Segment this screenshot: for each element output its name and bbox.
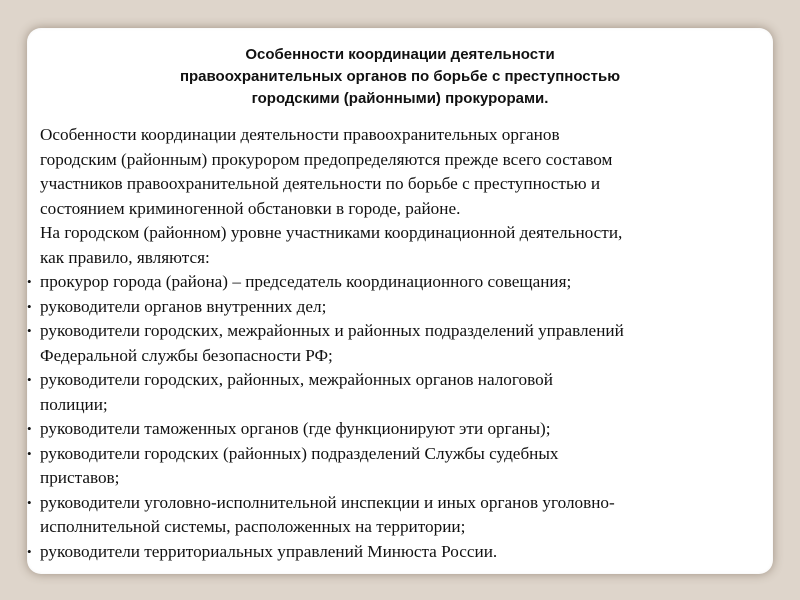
intro-paragraph-line: состоянием криминогенной обстановки в городе, районе. <box>40 198 461 218</box>
slide-body <box>27 123 771 564</box>
slide-card <box>27 28 773 574</box>
list-item-continuation: Федеральной службы безопасности РФ; <box>40 345 333 365</box>
bullet-icon: • <box>27 494 32 510</box>
list-item <box>27 442 771 467</box>
intro-paragraph-line: На городском (районном) уровне участниками координационной деятельности, <box>40 223 623 242</box>
title-line: Особенности координации деятельности <box>245 46 555 63</box>
bullet-icon: • <box>27 445 32 461</box>
intro-paragraph-line: Особенности координации деятельности правоохранительных органов <box>40 125 560 144</box>
list-item <box>27 540 771 565</box>
bullet-icon: • <box>27 274 32 289</box>
intro-paragraph-line: участников правоохранительной деятельности по борьбе с преступностью и <box>40 174 601 193</box>
slide-title <box>27 44 773 110</box>
list-item-text: руководители городских, районных, межрайонных органов налоговой <box>40 370 553 389</box>
list-item <box>27 368 771 393</box>
bullet-icon: • <box>27 298 32 314</box>
list-item <box>27 295 771 320</box>
intro-paragraph-line: как правило, являются: <box>40 247 210 267</box>
bullet-icon: • <box>27 543 32 559</box>
bullet-icon: • <box>27 323 32 338</box>
list-item-continuation: исполнительной системы, расположенных на территории; <box>40 517 466 536</box>
list-item-text: прокурор города (района) – председатель координационного совещания; <box>40 272 572 291</box>
title-line: городскими (районными) прокурорами. <box>251 90 549 107</box>
list-item-text: руководители территориальных управлений Минюста России. <box>40 541 498 561</box>
title-line: правоохранительных органов по борьбе с преступностью <box>179 68 621 85</box>
bullet-icon: • <box>27 372 32 387</box>
list-item-continuation: полиции; <box>40 394 108 414</box>
list-item-text: руководители городских, межрайонных и районных подразделений управлений <box>40 321 624 340</box>
list-item <box>27 270 771 295</box>
intro-paragraph-line: городским (районным) прокурором предопределяются прежде всего составом <box>40 149 613 169</box>
list-item <box>27 417 771 442</box>
list-item-text: руководители уголовно-исполнительной инспекции и иных органов уголовно- <box>40 492 615 512</box>
list-item <box>27 319 771 344</box>
list-item <box>27 491 771 516</box>
list-item-text: руководители органов внутренних дел; <box>40 296 327 316</box>
list-item-text: руководители городских (районных) подразделений Службы судебных <box>40 443 559 463</box>
list-item-continuation: приставов; <box>40 468 120 487</box>
bullet-icon: • <box>27 421 32 436</box>
list-item-text: руководители таможенных органов (где функционируют эти органы); <box>40 419 551 438</box>
